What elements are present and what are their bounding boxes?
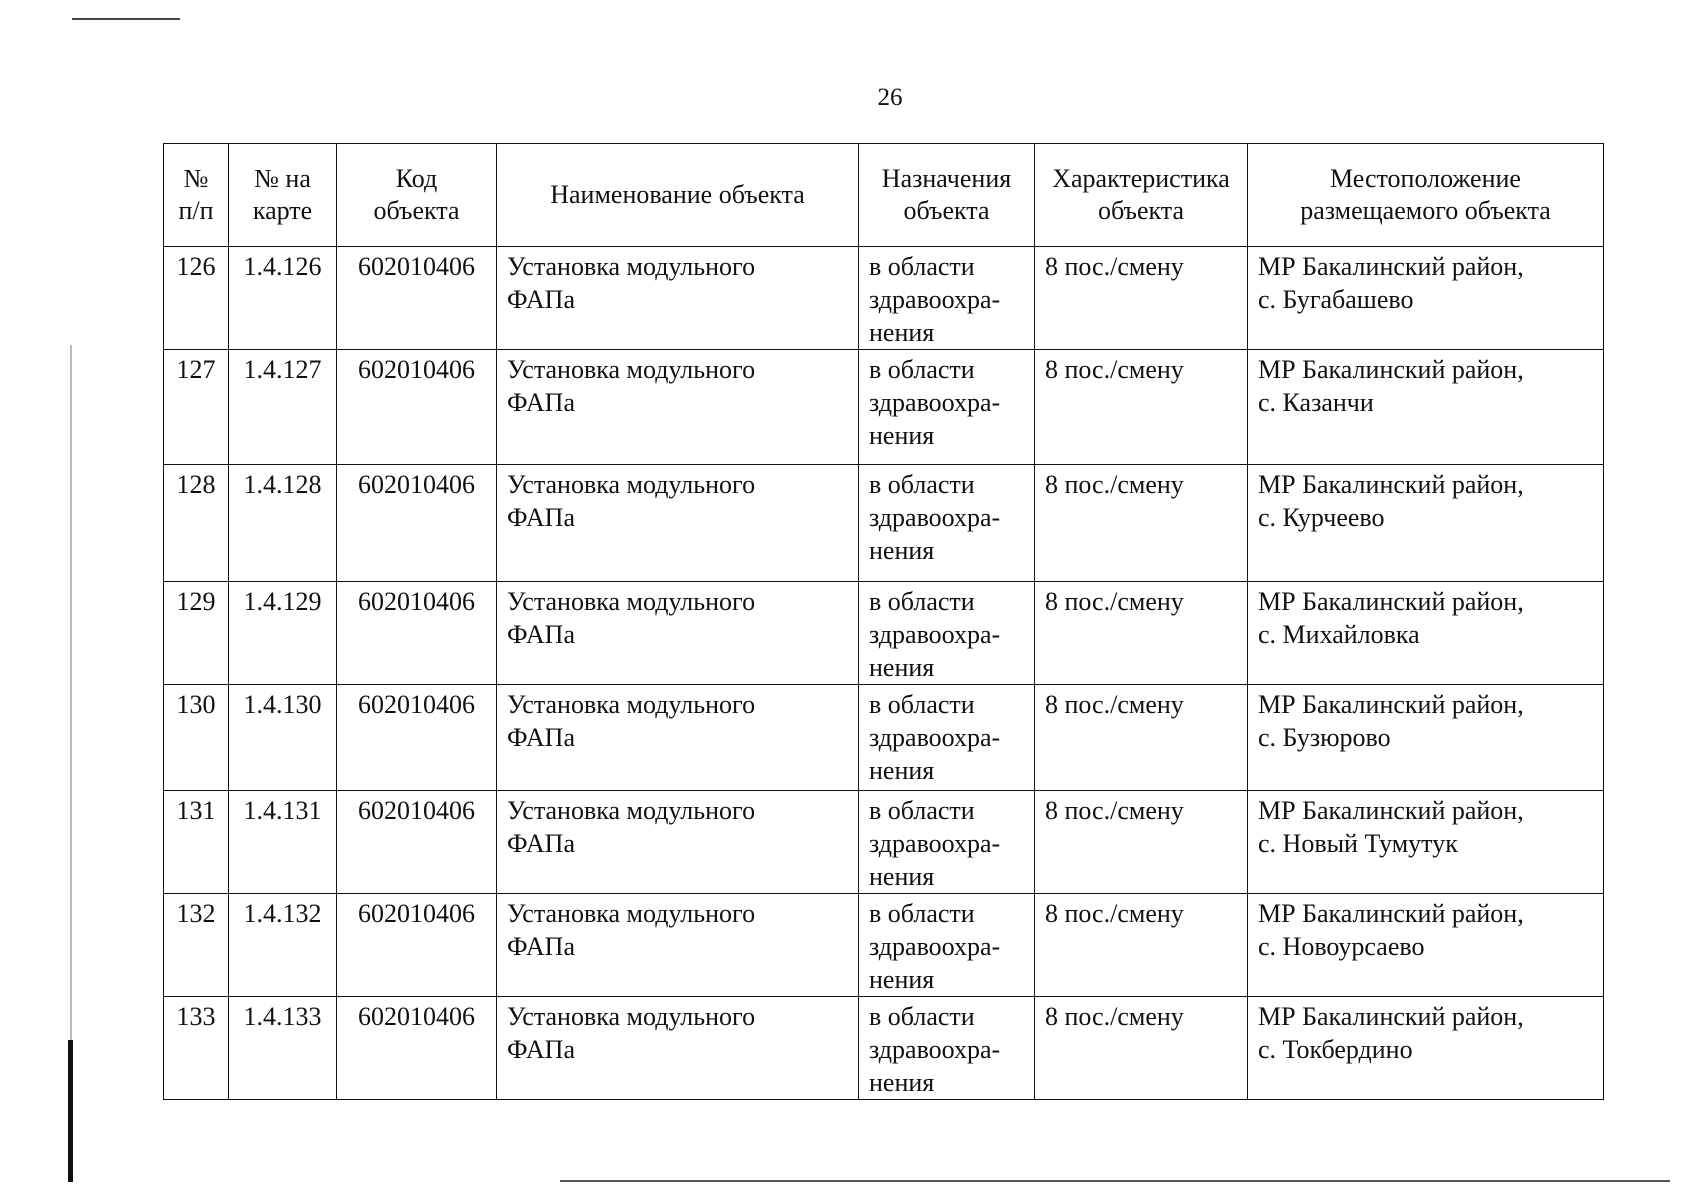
cell-row-number: 126 bbox=[164, 247, 229, 350]
cell-object-name: Установка модульного ФАПа bbox=[497, 685, 859, 791]
cell-row-number: 127 bbox=[164, 350, 229, 465]
cell-object-purpose: в области здравоохра- нения bbox=[859, 350, 1035, 465]
table-row bbox=[164, 247, 1604, 350]
cell-row-number: 128 bbox=[164, 465, 229, 582]
cell-map-number: 1.4.132 bbox=[229, 894, 337, 997]
cell-object-location: МР Бакалинский район, с. Курчеево bbox=[1248, 465, 1604, 582]
cell-object-code: 602010406 bbox=[337, 465, 497, 582]
cell-object-location: МР Бакалинский район, с. Бузюрово bbox=[1248, 685, 1604, 791]
cell-object-code: 602010406 bbox=[337, 894, 497, 997]
cell-object-code: 602010406 bbox=[337, 685, 497, 791]
cell-object-name: Установка модульного ФАПа bbox=[497, 997, 859, 1100]
cell-row-number: 131 bbox=[164, 791, 229, 894]
cell-object-name: Установка модульного ФАПа bbox=[497, 791, 859, 894]
cell-map-number: 1.4.127 bbox=[229, 350, 337, 465]
header-object-characteristic: Характеристика объекта bbox=[1035, 144, 1248, 247]
cell-row-number: 130 bbox=[164, 685, 229, 791]
header-object-code: Код объекта bbox=[337, 144, 497, 247]
cell-object-purpose: в области здравоохра- нения bbox=[859, 247, 1035, 350]
cell-object-code: 602010406 bbox=[337, 791, 497, 894]
objects-table bbox=[163, 143, 1604, 1100]
header-map-number: № на карте bbox=[229, 144, 337, 247]
table-row bbox=[164, 894, 1604, 997]
table-row bbox=[164, 997, 1604, 1100]
cell-object-purpose: в области здравоохра- нения bbox=[859, 685, 1035, 791]
cell-object-location: МР Бакалинский район, с. Токбердино bbox=[1248, 997, 1604, 1100]
cell-map-number: 1.4.128 bbox=[229, 465, 337, 582]
table-row bbox=[164, 791, 1604, 894]
cell-row-number: 132 bbox=[164, 894, 229, 997]
cell-object-name: Установка модульного ФАПа bbox=[497, 582, 859, 685]
cell-object-name: Установка модульного ФАПа bbox=[497, 465, 859, 582]
scan-artifact-left-edge bbox=[70, 345, 72, 1045]
cell-map-number: 1.4.130 bbox=[229, 685, 337, 791]
cell-object-location: МР Бакалинский район, с. Михайловка bbox=[1248, 582, 1604, 685]
cell-row-number: 133 bbox=[164, 997, 229, 1100]
cell-object-purpose: в области здравоохра- нения bbox=[859, 997, 1035, 1100]
cell-object-purpose: в области здравоохра- нения bbox=[859, 894, 1035, 997]
cell-object-characteristic: 8 пос./смену bbox=[1035, 247, 1248, 350]
cell-object-location: МР Бакалинский район, с. Казанчи bbox=[1248, 350, 1604, 465]
cell-object-code: 602010406 bbox=[337, 350, 497, 465]
cell-object-characteristic: 8 пос./смену bbox=[1035, 685, 1248, 791]
cell-object-characteristic: 8 пос./смену bbox=[1035, 465, 1248, 582]
cell-row-number: 129 bbox=[164, 582, 229, 685]
header-object-name: Наименование объекта bbox=[497, 144, 859, 247]
scan-artifact-bottom-line bbox=[560, 1180, 1670, 1182]
scan-artifact-top-line bbox=[72, 18, 180, 20]
table-row bbox=[164, 350, 1604, 465]
table-row bbox=[164, 582, 1604, 685]
cell-object-name: Установка модульного ФАПа bbox=[497, 894, 859, 997]
cell-object-purpose: в области здравоохра- нения bbox=[859, 582, 1035, 685]
cell-object-name: Установка модульного ФАПа bbox=[497, 350, 859, 465]
cell-object-name: Установка модульного ФАПа bbox=[497, 247, 859, 350]
table-row bbox=[164, 465, 1604, 582]
page-number: 26 bbox=[877, 84, 903, 111]
cell-map-number: 1.4.129 bbox=[229, 582, 337, 685]
cell-object-characteristic: 8 пос./смену bbox=[1035, 894, 1248, 997]
cell-object-purpose: в области здравоохра- нения bbox=[859, 791, 1035, 894]
cell-map-number: 1.4.126 bbox=[229, 247, 337, 350]
cell-map-number: 1.4.131 bbox=[229, 791, 337, 894]
cell-object-location: МР Бакалинский район, с. Бугабашево bbox=[1248, 247, 1604, 350]
cell-object-characteristic: 8 пос./смену bbox=[1035, 997, 1248, 1100]
table-header-row bbox=[164, 144, 1604, 247]
cell-object-code: 602010406 bbox=[337, 582, 497, 685]
table-row bbox=[164, 685, 1604, 791]
cell-object-location: МР Бакалинский район, с. Новый Тумутук bbox=[1248, 791, 1604, 894]
scan-artifact-left-bar bbox=[68, 1040, 73, 1182]
cell-object-purpose: в области здравоохра- нения bbox=[859, 465, 1035, 582]
cell-object-location: МР Бакалинский район, с. Новоурсаево bbox=[1248, 894, 1604, 997]
cell-object-characteristic: 8 пос./смену bbox=[1035, 582, 1248, 685]
cell-object-code: 602010406 bbox=[337, 997, 497, 1100]
cell-object-characteristic: 8 пос./смену bbox=[1035, 791, 1248, 894]
cell-object-code: 602010406 bbox=[337, 247, 497, 350]
header-object-location: Местоположение размещаемого объекта bbox=[1248, 144, 1604, 247]
header-row-number: № п/п bbox=[164, 144, 229, 247]
cell-object-characteristic: 8 пос./смену bbox=[1035, 350, 1248, 465]
cell-map-number: 1.4.133 bbox=[229, 997, 337, 1100]
header-object-purpose: Назначения объекта bbox=[859, 144, 1035, 247]
